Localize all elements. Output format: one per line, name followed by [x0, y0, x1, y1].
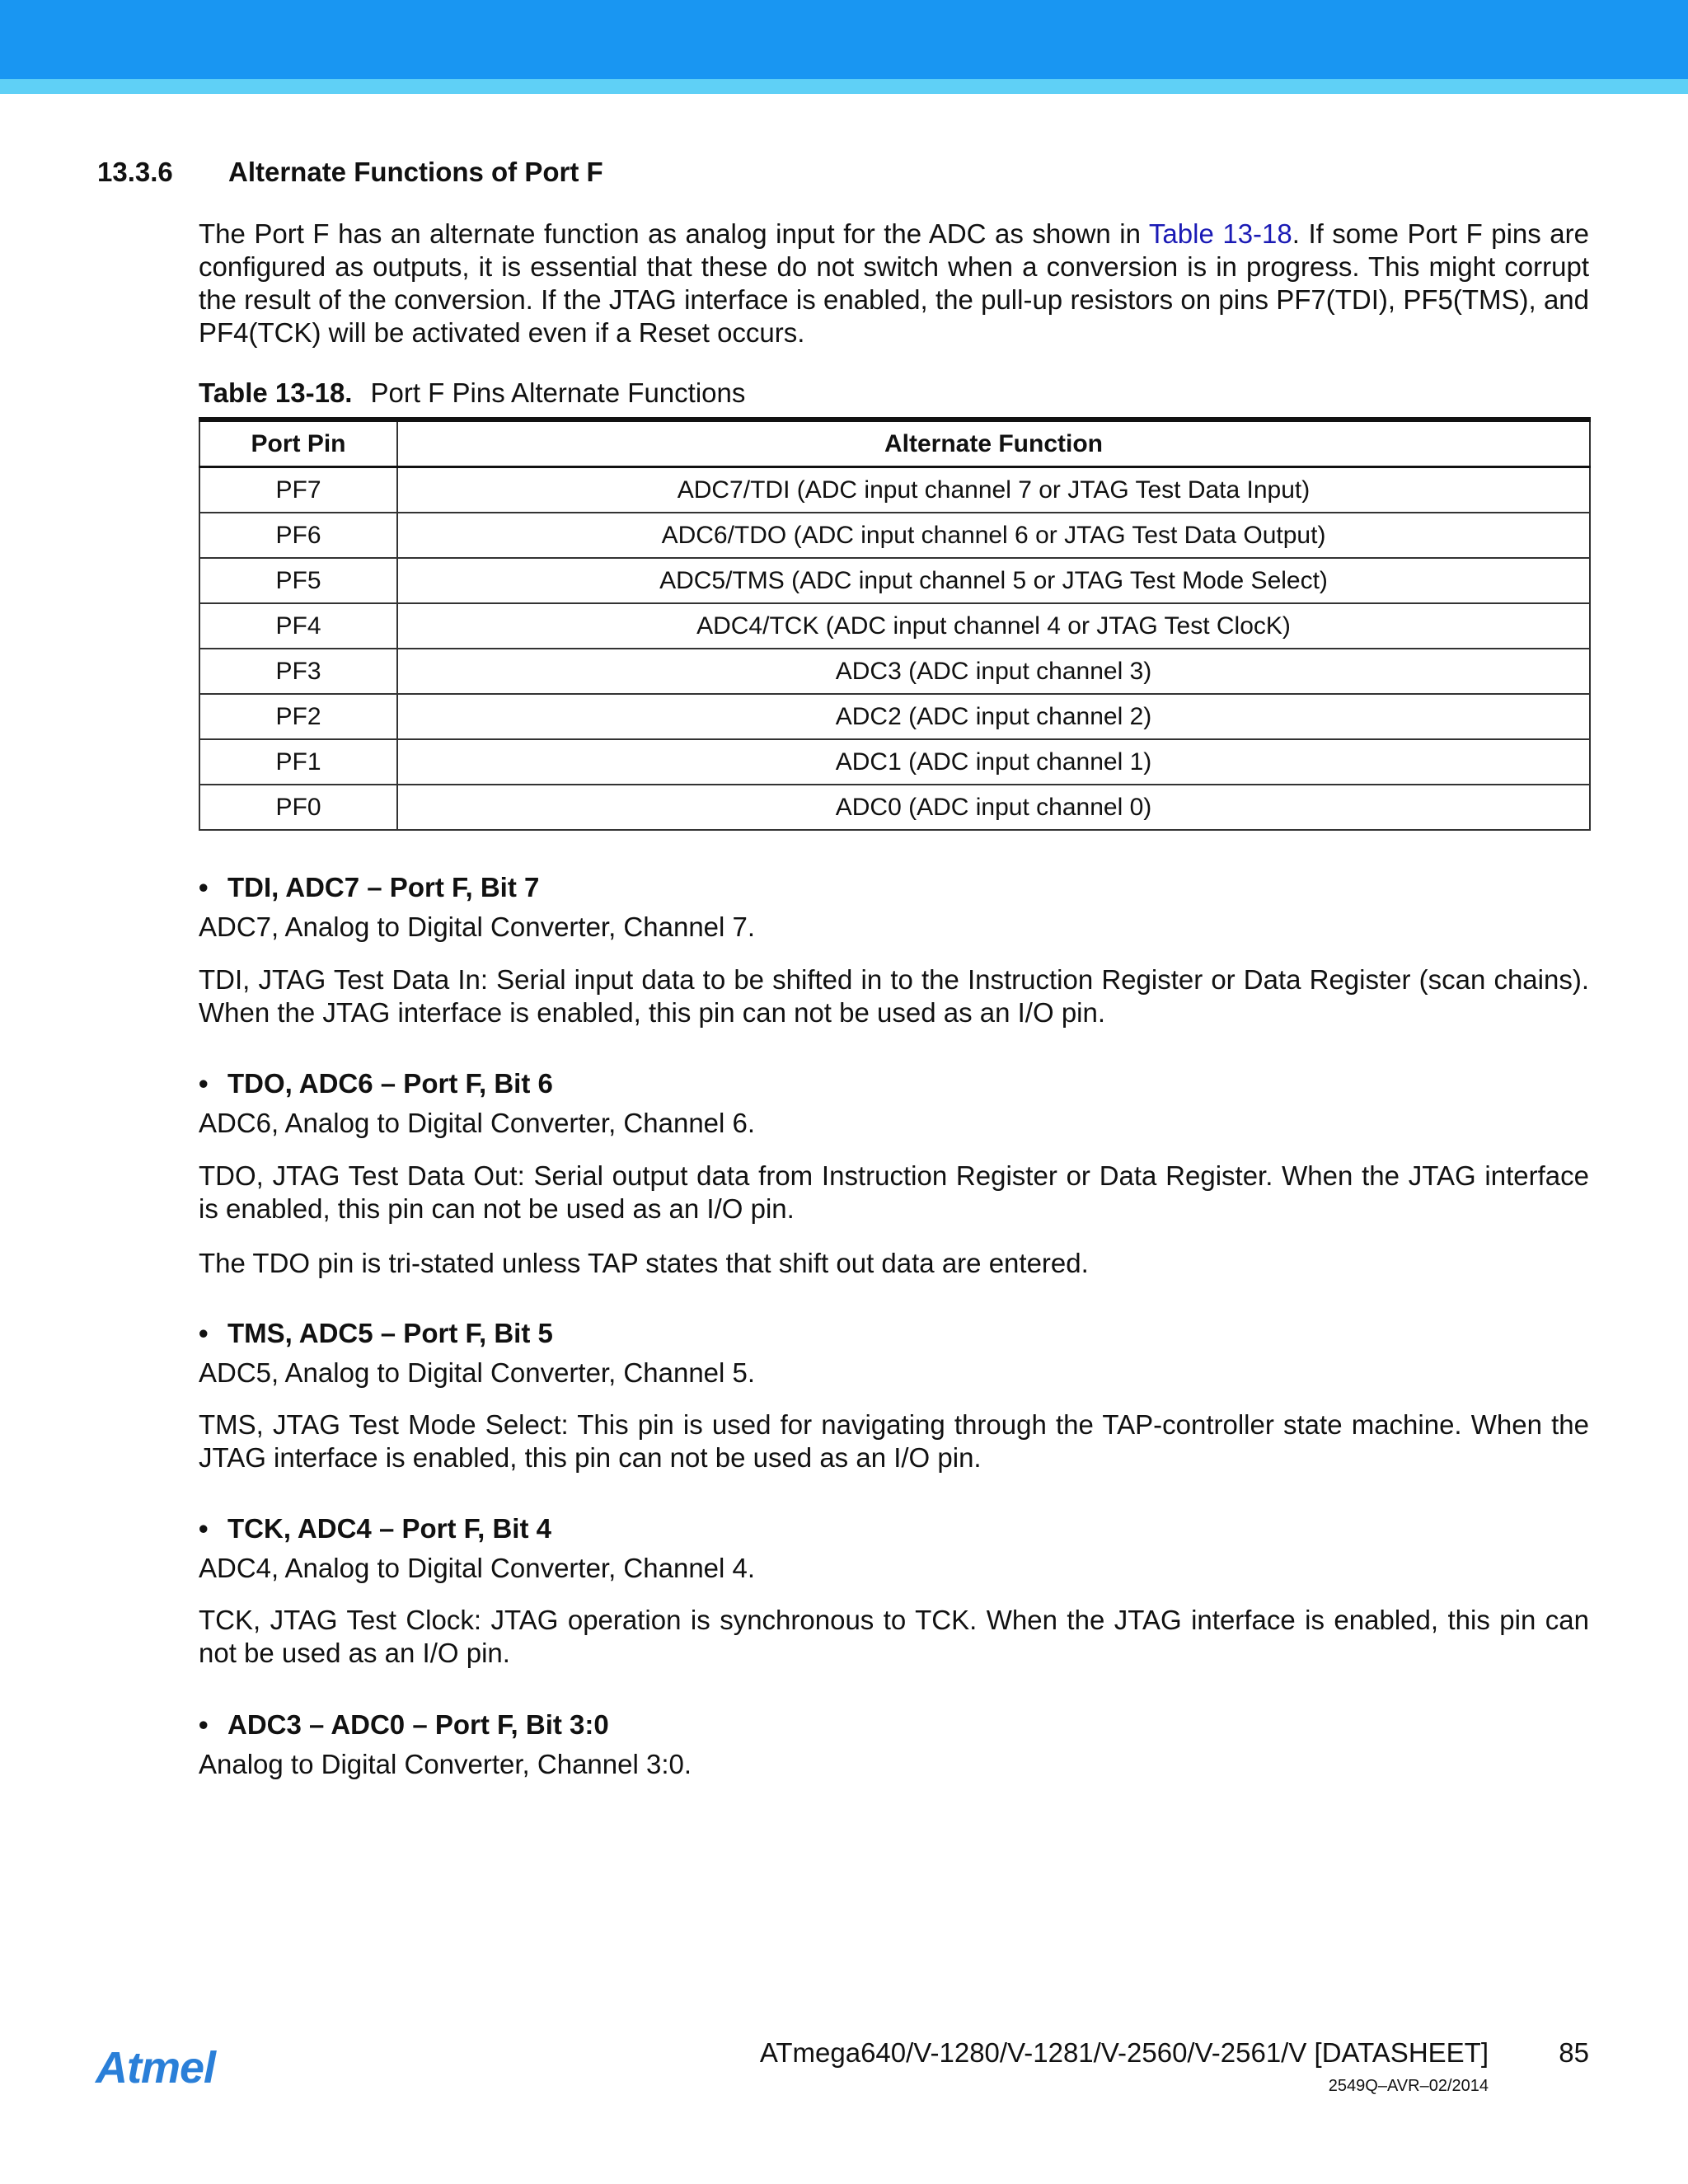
cell-function: ADC6/TDO (ADC input channel 6 or JTAG Test Data Output) [397, 513, 1590, 558]
intro-text-1: The Port F has an alternate function as analog input for the ADC as shown in [199, 218, 1149, 249]
bullet-paragraph: The TDO pin is tri-stated unless TAP states that shift out data are entered. [199, 1248, 1089, 1278]
cell-function: ADC1 (ADC input channel 1) [397, 739, 1590, 785]
table-link[interactable]: Table 13-18 [1148, 218, 1292, 249]
table-row [199, 694, 1590, 739]
document-code: 2549Q–AVR–02/2014 [1328, 2077, 1489, 2095]
cell-pin: PF7 [199, 467, 397, 513]
cell-function: ADC4/TCK (ADC input channel 4 or JTAG Test ClocK) [397, 603, 1590, 649]
cell-pin: PF4 [199, 603, 397, 649]
cell-function: ADC5/TMS (ADC input channel 5 or JTAG Test Mode Select) [397, 558, 1590, 603]
table-caption-label: Table 13-18. [199, 377, 353, 408]
table-row [199, 467, 1590, 513]
bullet-paragraph: TCK, JTAG Test Clock: JTAG operation is synchronous to TCK. When the JTAG interface is enabled, this pin can not be used as an I/O pin. [199, 1605, 1589, 1668]
cell-function: ADC2 (ADC input channel 2) [397, 694, 1590, 739]
section-number: 13.3.6 [97, 157, 173, 187]
intro-text-2: . If some Port F pins are configured as outputs, it is essential that these do not switch when a conversion is in progress. This might corrupt the result of the conversion. If the JTAG interface is enabled, the pull-up resistors on pins PF7(TDI), PF5(TMS), and PF4(TCK) will be activated even if a Reset occurs. [199, 218, 1590, 348]
port-f-table [199, 417, 1591, 831]
cell-pin: PF0 [199, 785, 397, 830]
bullet-paragraph: ADC6, Analog to Digital Converter, Channel 6. [199, 1108, 756, 1138]
section-title: Alternate Functions of Port F [228, 157, 603, 187]
bullet-paragraph: TDI, JTAG Test Data In: Serial input data to be shifted in to the Instruction Register or Data Register (scan chains). When the JTAG interface is enabled, this pin can not be used as an I/O pin. [199, 964, 1589, 1028]
cell-pin: PF5 [199, 558, 397, 603]
cell-function: ADC7/TDI (ADC input channel 7 or JTAG Test Data Input) [397, 467, 1590, 513]
cell-pin: PF1 [199, 739, 397, 785]
table-row [199, 739, 1590, 785]
cell-function: ADC0 (ADC input channel 0) [397, 785, 1590, 830]
bullet-heading-tck: • TCK, ADC4 – Port F, Bit 4 [199, 1513, 551, 1544]
table-row [199, 649, 1590, 694]
header-alternate-function: Alternate Function [397, 419, 1590, 467]
header-stripe [0, 79, 1688, 94]
bullet-paragraph: Analog to Digital Converter, Channel 3:0. [199, 1749, 692, 1779]
cell-pin: PF6 [199, 513, 397, 558]
section-heading [97, 157, 603, 188]
bullet-paragraph: ADC7, Analog to Digital Converter, Channel 7. [199, 912, 756, 942]
table-caption [199, 377, 745, 409]
cell-pin: PF2 [199, 694, 397, 739]
bullet-paragraph: ADC5, Analog to Digital Converter, Channel 5. [199, 1357, 756, 1388]
bullet-paragraph: TMS, JTAG Test Mode Select: This pin is used for navigating through the TAP-controller state machine. When the JTAG interface is enabled, this pin can not be used as an I/O pin. [199, 1409, 1589, 1473]
bullet-heading-tdi: • TDI, ADC7 – Port F, Bit 7 [199, 872, 540, 902]
bullet-heading-tms: • TMS, ADC5 – Port F, Bit 5 [199, 1318, 553, 1348]
table-row [199, 785, 1590, 830]
table-row [199, 558, 1590, 603]
header-bar [0, 0, 1688, 79]
header-port-pin: Port Pin [199, 419, 397, 467]
intro-paragraph [199, 218, 1589, 349]
atmel-logo: Atmel [96, 2043, 216, 2093]
table-caption-text: Port F Pins Alternate Functions [370, 377, 746, 408]
table-row [199, 513, 1590, 558]
table-row [199, 603, 1590, 649]
bullet-heading-tdo: • TDO, ADC6 – Port F, Bit 6 [199, 1068, 553, 1099]
cell-pin: PF3 [199, 649, 397, 694]
page-number: 85 [1559, 2037, 1589, 2068]
cell-function: ADC3 (ADC input channel 3) [397, 649, 1590, 694]
table-header-row [199, 419, 1590, 467]
footer-title: ATmega640/V-1280/V-1281/V-2560/V-2561/V [DATASHEET] [759, 2037, 1489, 2068]
bullet-paragraph: ADC4, Analog to Digital Converter, Channel 4. [199, 1553, 756, 1583]
bullet-paragraph: TDO, JTAG Test Data Out: Serial output data from Instruction Register or Data Register. When the JTAG interface is enabled, this pin can not be used as an I/O pin. [199, 1160, 1589, 1224]
bullet-heading-adc3-adc0: • ADC3 – ADC0 – Port F, Bit 3:0 [199, 1709, 609, 1740]
